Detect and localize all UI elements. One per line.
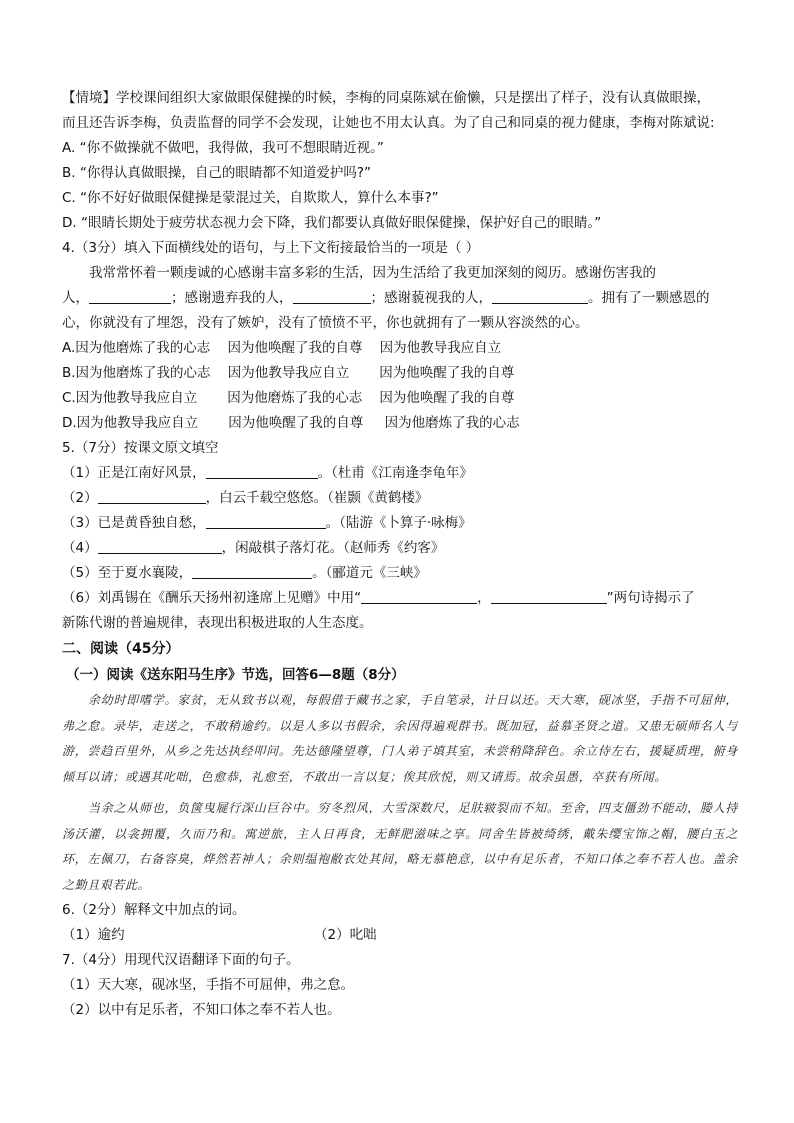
q6-item-1: （1）逾约 bbox=[62, 927, 125, 943]
situation-intro-1: 【情境】学校课间组织大家做眼保健操的时候，李梅的同桌陈斌在偷懒，只是摆出了样子，没有认真做眼操， bbox=[62, 90, 710, 106]
q5-item-2 bbox=[62, 486, 738, 511]
q5-item-4-pre: （4） bbox=[62, 540, 98, 556]
q5-item-3-pre: （3）已是黄昏独自愁， bbox=[62, 515, 206, 531]
q5-item-5-pre: （5）至于夏水襄陵， bbox=[62, 565, 193, 581]
q4-text-2: ；感谢遗弃我的人， bbox=[171, 290, 293, 306]
q4-text-1: 人， bbox=[62, 290, 89, 306]
q5-item-6 bbox=[62, 586, 738, 611]
q4-blank-2[interactable] bbox=[293, 289, 371, 304]
q6-item-2: （2）叱咄 bbox=[314, 927, 377, 943]
q5-item-4-post: ，闲敲棋子落灯花。（赵师秀《约客》 bbox=[221, 540, 445, 556]
passage-paragraph-2: 当余之从师也，负箧曳屣行深山巨谷中。穷冬烈风，大雪深数尺，足肤皲裂而不知。至舍，四支僵劲不能动，媵人持汤沃灌，以衾拥覆，久而乃和。寓逆旅，主人日再食，无鲜肥滋味之享。同舍生皆被绮绣，戴朱缨宝饰之帽，腰白玉之环，左佩刀，右备容臭，烨然若神人；余则缊袍敝衣处其间，略无慕艳意，以中有足乐者，不知口体之奉不若人也。盖余之勤且艰若此。 bbox=[62, 801, 738, 892]
situation-option-b: B. “你得认真做眼操，自己的眼睛都不知道爱护吗?” bbox=[62, 165, 371, 181]
q5-blank-2[interactable] bbox=[98, 489, 206, 504]
q7-item-2: （2）以中有足乐者，不知口体之奉不若人也。 bbox=[62, 1002, 341, 1018]
q5-item-2-pre: （2） bbox=[62, 490, 98, 506]
q4-text-3: ；感谢藐视我的人， bbox=[370, 290, 492, 306]
q5-blank-6b[interactable] bbox=[491, 589, 607, 604]
q5-blank-4[interactable] bbox=[98, 539, 222, 554]
q4-option-d: D.因为他教导我应自立 因为他唤醒了我的自尊 因为他磨炼了我的心志 bbox=[62, 415, 520, 431]
q5-item-5-post: 。（郦道元《三峡》 bbox=[312, 565, 427, 581]
q5-blank-6a[interactable] bbox=[361, 589, 477, 604]
classical-passage bbox=[62, 688, 738, 898]
passage-paragraph-1: 余幼时即嗜学。家贫，无从致书以观，每假借于藏书之家，手自笔录，计日以还。天大寒，砚冰坚，手指不可屈伸，弗之怠。录毕，走送之，不敢稍逾约。以是人多以书假余，余因得遍观群书。既加冠，益慕圣贤之道。又患无硕师名人与游，尝趋百里外，从乡之先达执经叩问。先达德隆望尊，门人弟子填其室，未尝稍降辞色。余立侍左右，援疑质理，俯身倾耳以请；或遇其叱咄，色愈恭，礼愈至，不敢出一言以复；俟其欣悦，则又请焉。故余虽愚，卒获有所闻。 bbox=[62, 693, 738, 784]
q5-item-6-pre: （6）刘禹锡在《酬乐天扬州初逢席上见赠》中用“ bbox=[62, 590, 362, 606]
q5-item-6-mid: ， bbox=[477, 590, 491, 606]
q5-item-1-pre: （1）正是江南好风景， bbox=[62, 465, 206, 481]
q4-paragraph-line-3: 心，你就没有了埋怨，没有了嫉妒，没有了愤愤不平，你也就拥有了一颗从容淡然的心。 bbox=[62, 315, 589, 331]
situation-option-c: C. “你不好好做眼保健操是蒙混过关，自欺欺人，算什么本事?” bbox=[62, 190, 439, 206]
q4-paragraph-line-1: 我常常怀着一颗虔诚的心感谢丰富多彩的生活，因为生活给了我更加深刻的阅历。感谢伤害我的 bbox=[89, 265, 656, 281]
q6-stem: 6.（2分）解释文中加点的词。 bbox=[62, 902, 246, 918]
q5-item-3-post: 。（陆游《卜算子·咏梅》 bbox=[325, 515, 472, 531]
q6-items bbox=[62, 923, 738, 948]
situation-option-d: D. “眼睛长期处于疲劳状态视力会下降，我们都要认真做好眼保健操，保护好自己的眼睛。” bbox=[62, 215, 602, 231]
situation-option-a: A. “你不做操就不做吧，我得做，我可不想眼睛近视。” bbox=[62, 140, 384, 156]
q4-blank-3[interactable] bbox=[492, 289, 588, 304]
q4-option-b: B.因为他磨炼了我的心志 因为他教导我应自立 因为他唤醒了我的自尊 bbox=[62, 365, 515, 381]
q5-item-6-line-2: 新陈代谢的普遍规律，表现出积极进取的人生态度。 bbox=[62, 615, 373, 631]
q5-blank-1[interactable] bbox=[206, 464, 318, 479]
q4-blank-1[interactable] bbox=[89, 289, 171, 304]
q7-item-1: （1）天大寒，砚冰坚，手指不可屈伸，弗之怠。 bbox=[62, 977, 355, 993]
q4-stem: 4.（3分）填入下面横线处的语句，与上下文衔接最恰当的一项是（ ） bbox=[62, 240, 480, 256]
q4-option-c: C.因为他教导我应自立 因为他磨炼了我的心志 因为他唤醒了我的自尊 bbox=[62, 390, 515, 406]
q5-item-1-post: 。（杜甫《江南逢李龟年》 bbox=[317, 465, 473, 481]
q5-blank-5[interactable] bbox=[192, 564, 312, 579]
q5-item-2-post: ，白云千载空悠悠。（崔颢《黄鹤楼》 bbox=[205, 490, 429, 506]
situation-intro-2: 而且还告诉李梅，负责监督的同学不会发现，让她也不用太认真。为了自己和同桌的视力健康，李梅对陈斌说: bbox=[62, 115, 715, 131]
exam-page bbox=[62, 86, 738, 1023]
q4-text-4: 。拥有了一颗感恩的 bbox=[588, 290, 710, 306]
section-reading-subtitle: （一）阅读《送东阳马生序》节选，回答6—8题（8分） bbox=[66, 667, 405, 683]
q5-item-5 bbox=[62, 561, 738, 586]
q7-stem: 7.（4分）用现代汉语翻译下面的句子。 bbox=[62, 952, 300, 968]
q5-item-4 bbox=[62, 536, 738, 561]
q5-blank-3[interactable] bbox=[206, 514, 326, 529]
q5-item-6-post: ”两句诗揭示了 bbox=[606, 590, 695, 606]
q5-item-3 bbox=[62, 511, 738, 536]
q4-paragraph-line-2 bbox=[62, 286, 738, 311]
q4-option-a: A.因为他磨炼了我的心志 因为他唤醒了我的自尊 因为他教导我应自立 bbox=[62, 340, 502, 356]
q5-stem: 5.（7分）按课文原文填空 bbox=[62, 440, 219, 456]
q5-item-1 bbox=[62, 461, 738, 486]
section-reading-title: 二、阅读（45分） bbox=[62, 641, 180, 657]
